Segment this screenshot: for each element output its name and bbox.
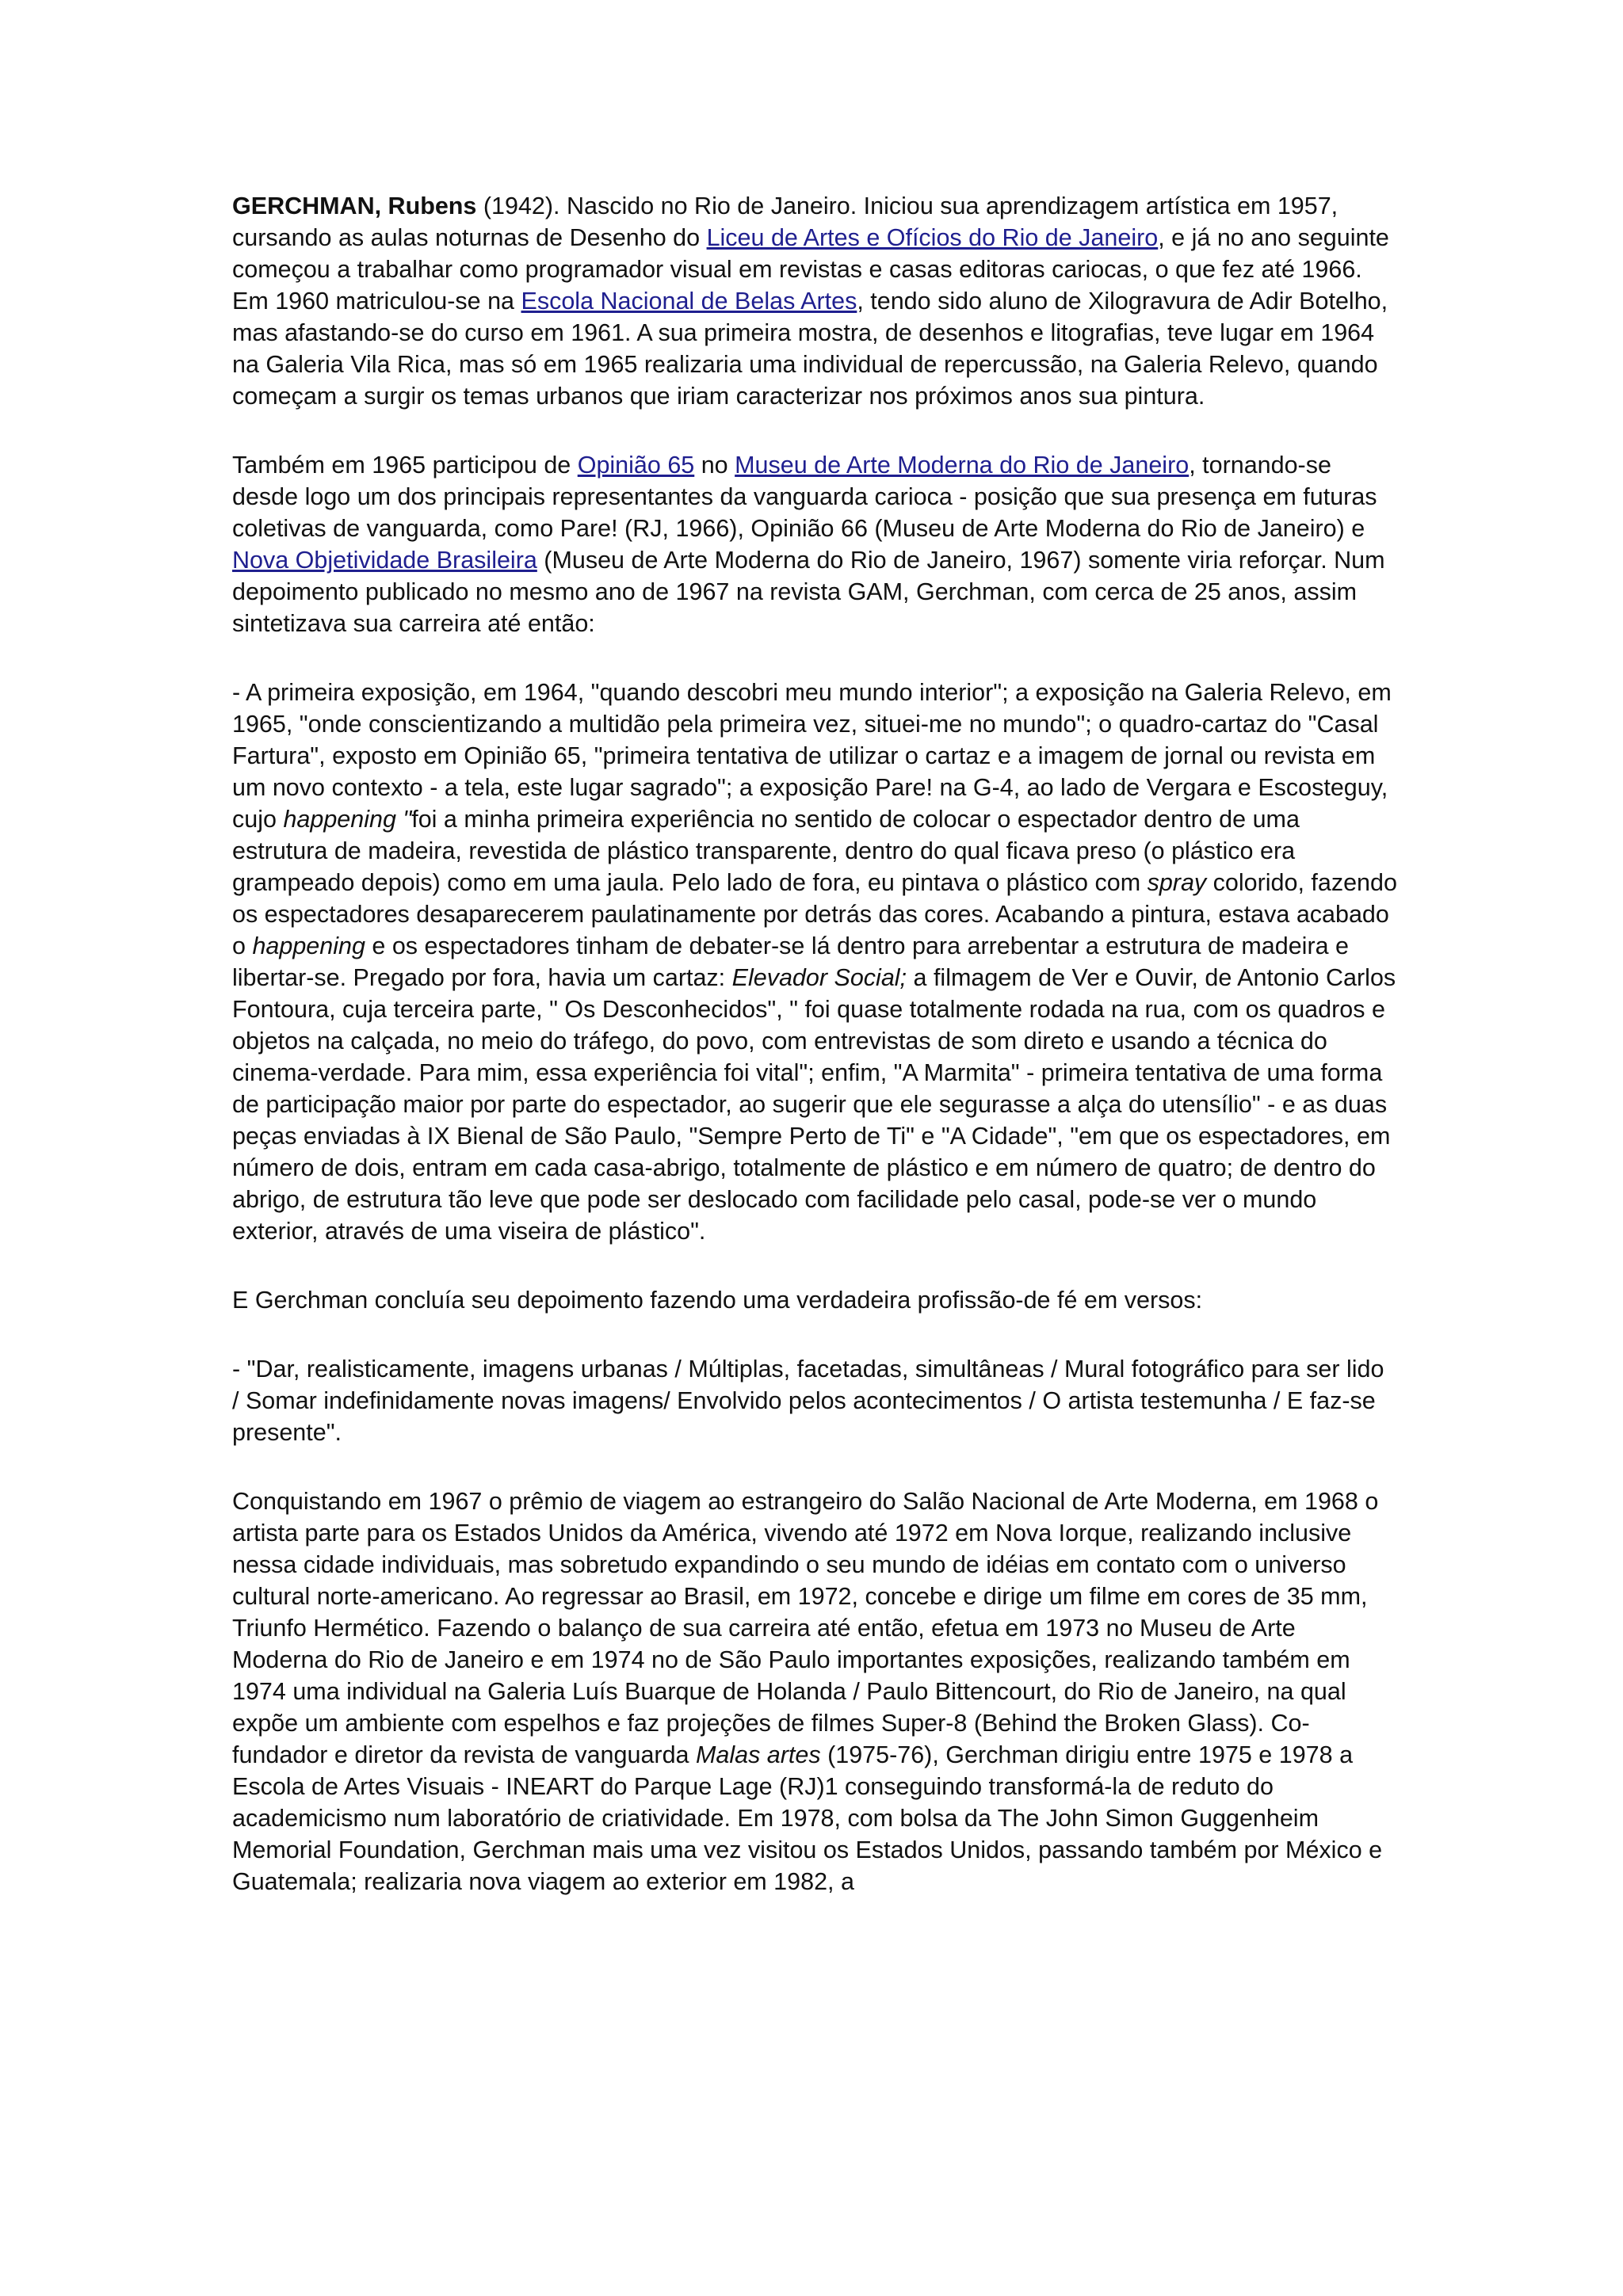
link-opiniao-65[interactable]: Opinião 65 [577,452,695,479]
link-museu-arte-moderna-rio[interactable]: Museu de Arte Moderna do Rio de Janeiro [735,452,1190,479]
text-segment: Conquistando em 1967 o prêmio de viagem ao estrangeiro do Salão Nacional de Arte Moderna, em 1968 o artista parte para os Estados Unidos da América, vivendo até 1972 em Nova Iorque, realizando inclusive nessa cidade individuais, mas sobretudo expandindo o seu mundo de idéias em contato com o universo cultural norte-americano. Ao regressar ao Brasil, em 1972, concebe e dirige um filme em cores de 35 mm, Triunfo Hermético. Fazendo o balanço de sua carreira até então, efetua em 1973 no Museu de Arte Moderna do Rio de Janeiro e em 1974 no de São Paulo importantes exposições, realizando também em 1974 uma individual na Galeria Luís Buarque de Holanda / Paulo Bittencourt, do Rio de Janeiro, na qual expõe um ambiente com espelhos e faz projeções de filmes Super-8 (Behind the Broken Glass). Co-fundador e diretor da revista de vanguarda [232,1488,1379,1768]
paragraph-career [232,1486,1397,1897]
link-escola-nacional-belas-artes[interactable]: Escola Nacional de Belas Artes [521,288,857,315]
text-segment: e os espectadores tinham de debater-se lá dentro para arrebentar a estrutura de madeira e libertar-se. Pregado por fora, havia um cartaz: [232,933,1349,991]
paragraph-intro [232,190,1397,412]
italic-text: happening [252,933,365,959]
text-segment: no [694,452,735,479]
paragraph-opiniao-65 [232,449,1397,639]
document-page [232,190,1397,1935]
text-segment: foi a minha primeira experiência no sentido de colocar o espectador dentro de uma estrutura de madeira, revestida de plástico transparente, dentro do qual ficava preso (o plástico era grampeado depois) como em uma jaula. Pelo lado de fora, eu pintava o plástico com [232,806,1300,896]
text-segment: a filmagem de Ver e Ouvir, de Antonio Carlos Fontoura, cuja terceira parte, " Os Desconhecidos", " foi quase totalmente rodada na rua, com os quadros e objetos na calçada, no meio do tráfego, do povo, com entrevistas de som direto e usando a técnica do cinema-verdade. Para mim, essa experiência foi vital"; enfim, "A Marmita" - primeira tentativa de uma forma de participação maior por parte do espectador, ao sugerir que ele segurasse a alça do utensílio" - e as duas peças enviadas à IX Bienal de São Paulo, "Sempre Perto de Ti" e "A Cidade", "em que os espectadores, em número de dois, entram em cada casa-abrigo, totalmente de plástico e em número de quatro; de dentro do abrigo, de estrutura tão leve que pode ser deslocado com facilidade pelo casal, pode-se ver o mundo exterior, através de uma viseira de plástico". [232,964,1396,1245]
text-segment: (1942). Nascido no Rio de Janeiro. Iniciou sua aprendizagem artística em 1957, cursando as aulas noturnas de Desenho do [232,193,1338,251]
paragraph-verses: - "Dar, realisticamente, imagens urbanas / Múltiplas, facetadas, simultâneas / Mural fotográfico para ser lido / Somar indefinidamente novas imagens/ Envolvido pelos acontecimentos / O artista testemunha / E faz-se presente". [232,1356,1384,1446]
text-segment: , tendo sido aluno de Xilogravura de Adir Botelho, mas afastando-se do curso em 1961. A sua primeira mostra, de desenhos e litografias, teve lugar em 1964 na Galeria Vila Rica, mas só em 1965 realizaria uma individual de repercussão, na Galeria Relevo, quando começam a surgir os temas urbanos que iriam caracterizar nos próximos anos sua pintura. [232,288,1388,410]
paragraph-conclusion-intro: E Gerchman concluía seu depoimento fazendo uma verdadeira profissão-de fé em versos: [232,1287,1203,1314]
paragraph-depoimento [232,677,1397,1247]
text-segment: Também em 1965 participou de [232,452,578,479]
artist-name: GERCHMAN, Rubens [232,193,477,219]
italic-text: happening " [283,806,412,833]
text-segment: - A primeira exposição, em 1964, "quando descobri meu mundo interior"; a exposição na Galeria Relevo, em 1965, "onde conscientizando a multidão pela primeira vez, situei-me no mundo"; o quadro-cartaz do "Casal Fartura", exposto em Opinião 65, "primeira tentativa de utilizar o cartaz e a imagem de jornal ou revista em um novo contexto - a tela, este lugar sagrado"; a exposição Pare! na G-4, ao lado de Vergara e Escosteguy, cujo [232,679,1392,833]
link-nova-objetividade-brasileira[interactable]: Nova Objetividade Brasileira [232,547,537,574]
link-liceu-artes-oficios[interactable]: Liceu de Artes e Ofícios do Rio de Janeiro [706,224,1159,251]
text-segment: , e já no ano seguinte começou a trabalhar como programador visual em revistas e casas editoras cariocas, o que fez até 1966. Em 1960 matriculou-se na [232,224,1389,315]
italic-text: spray [1147,869,1207,896]
text-segment: colorido, fazendo os espectadores desaparecerem paulatinamente por detrás das cores. Acabando a pintura, estava acabado o [232,869,1397,959]
text-segment: , tornando-se desde logo um dos principais representantes da vanguarda carioca - posição que sua presença em futuras coletivas de vanguarda, como Pare! (RJ, 1966), Opinião 66 (Museu de Arte Moderna do Rio de Janeiro) e [232,452,1377,542]
text-segment: (Museu de Arte Moderna do Rio de Janeiro, 1967) somente viria reforçar. Num depoimento publicado no mesmo ano de 1967 na revista GAM, Gerchman, com cerca de 25 anos, assim sintetizava sua carreira até então: [232,547,1385,637]
italic-text: Elevador Social; [731,964,907,991]
italic-text: Malas artes [695,1741,821,1768]
text-segment: (1975-76), Gerchman dirigiu entre 1975 e 1978 a Escola de Artes Visuais - INEART do Parque Lage (RJ)1 conseguindo transformá-la de reduto do academicismo num laboratório de criatividade. Em 1978, com bolsa da The John Simon Guggenheim Memorial Foundation, Gerchman mais uma vez visitou os Estados Unidos, passando também por México e Guatemala; realizaria nova viagem ao exterior em 1982, a [232,1741,1383,1895]
